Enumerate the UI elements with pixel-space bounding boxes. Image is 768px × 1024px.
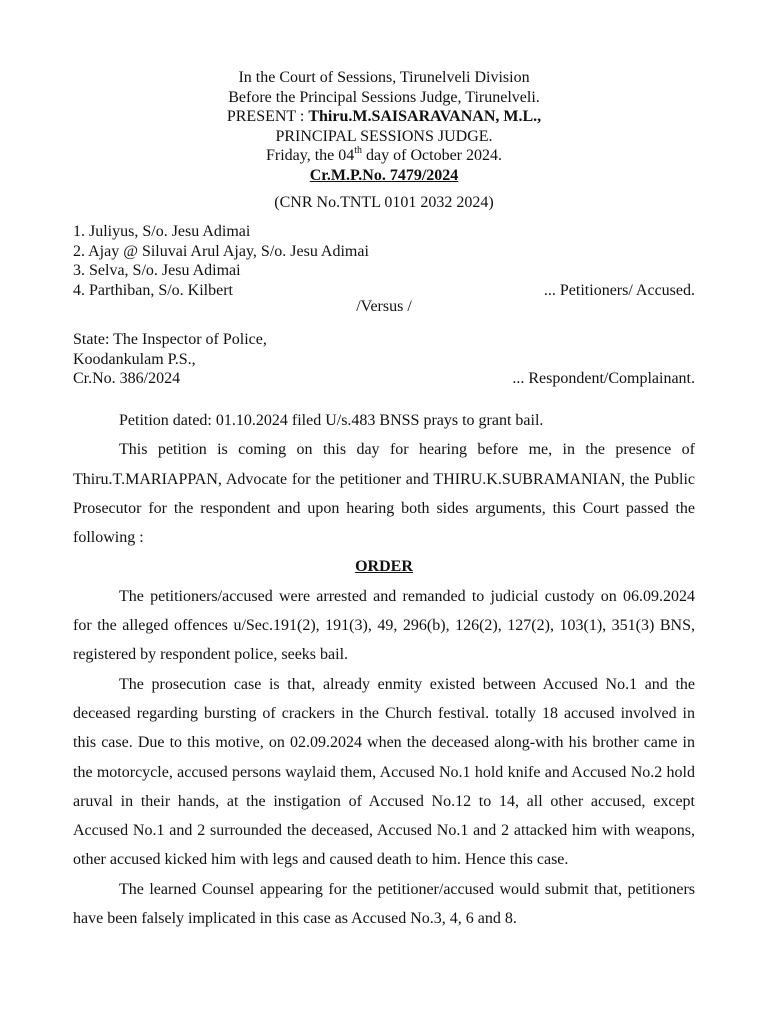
- judge-title: PRINCIPAL SESSIONS JUDGE.: [275, 127, 493, 145]
- case-number: Cr.M.P.No. 7479/2024: [309, 166, 459, 184]
- hearing-paragraph: This petition is coming on this day for hearing before me, in the presence of Thiru.T.MARIAPPAN, Advocate for the petitioner and THIRU.K.SUBRAMANIAN, the Public Prosecutor for the respondent and upon hearing both sides arguments, this Court passed the following :: [73, 441, 695, 547]
- present-label: PRESENT :: [226, 108, 309, 125]
- date-suffix: day of October 2024.: [362, 147, 503, 164]
- present-line: [0, 107, 768, 127]
- respondent-block: [73, 330, 695, 389]
- respondent-last-row: [73, 369, 695, 389]
- date-prefix: Friday, the 04: [265, 147, 355, 164]
- respondent-line: Koodankulam P.S.,: [73, 350, 196, 368]
- petitioners-role: ... Petitioners/ Accused.: [543, 281, 695, 299]
- petitioners-list: [73, 222, 695, 300]
- counsel-paragraph: The learned Counsel appearing for the petitioner/accused would submit that, petitioners have been falsely implicated in this case as Accused No.3, 4, 6 and 8.: [73, 880, 695, 928]
- arrest-paragraph: The petitioners/accused were arrested and remanded to judicial custody on 06.09.2024 for the alleged offences u/Sec.191(2), 191(3), 49, 296(b), 126(2), 127(2), 103(1), 351(3) BNS, registered by respondent police, seeks bail.: [73, 587, 695, 664]
- respondent-line: State: The Inspector of Police,: [73, 331, 267, 348]
- petitioner-item: 1. Juliyus, S/o. Jesu Adimai: [73, 223, 251, 240]
- cnr-number: (CNR No.TNTL 0101 2032 2024): [274, 194, 494, 211]
- judge-name: Thiru.M.SAISARAVANAN, M.L.,: [308, 108, 542, 125]
- prosecution-paragraph: The prosecution case is that, already enmity existed between Accused No.1 and the deceased regarding bursting of crackers in the Church festival. totally 18 accused involved in this case. Due to this motive, on 02.09.2024 when the deceased along-with his brother came in the motorcycle, accused persons waylaid them, Accused No.1 hold knife and Accused No.2 hold aruval in their hands, at the instigation of Accused No.12 to 14, all other accused, except Accused No.1 and 2 surrounded the deceased, Accused No.1 and 2 attacked him with weapons, other accused kicked him with legs and caused death to him. Hence this case.: [73, 675, 695, 869]
- petitioner-item: 3. Selva, S/o. Jesu Adimai: [73, 262, 241, 280]
- versus-separator: /Versus /: [356, 298, 412, 315]
- document-body: [73, 406, 695, 933]
- date-superscript: th: [354, 144, 363, 156]
- petitioner-item: 2. Ajay @ Siluvai Arul Ajay, S/o. Jesu Adimai: [73, 242, 369, 260]
- order-heading: ORDER: [355, 558, 413, 576]
- petitioner-item: 4. Parthiban, S/o. Kilbert: [73, 281, 233, 299]
- court-header: [0, 68, 768, 185]
- respondent-crime-number: Cr.No. 386/2024: [73, 370, 181, 388]
- hearing-date: [0, 146, 768, 166]
- court-judge-line: Before the Principal Sessions Judge, Tirunelveli.: [228, 88, 540, 106]
- respondent-role: ... Respondent/Complainant.: [512, 370, 695, 388]
- court-name: In the Court of Sessions, Tirunelveli Division: [238, 69, 530, 86]
- petition-paragraph: Petition dated: 01.10.2024 filed U/s.483 BNSS prays to grant bail.: [119, 412, 544, 429]
